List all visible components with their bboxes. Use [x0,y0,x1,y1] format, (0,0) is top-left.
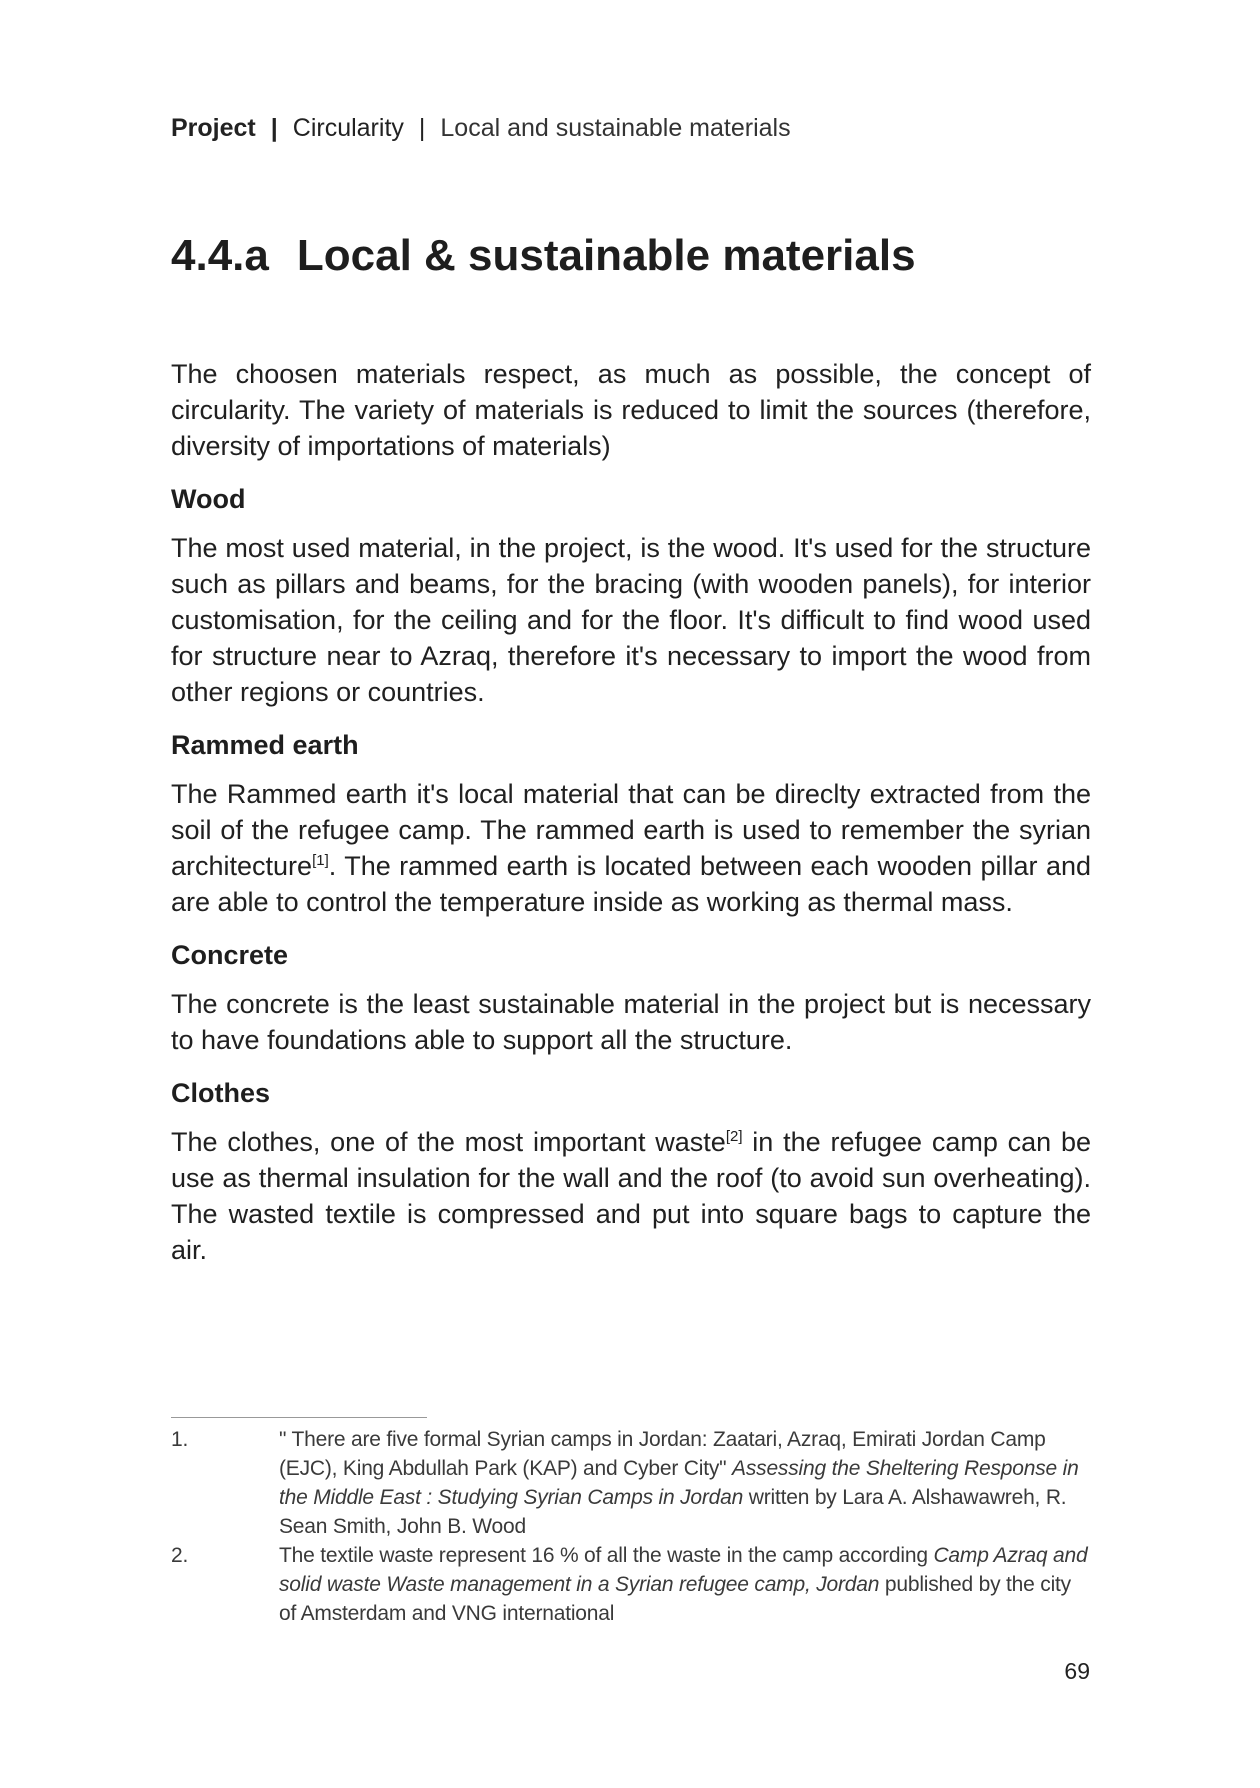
footnote-ref-1[interactable]: [1] [312,852,329,869]
breadcrumb-current: Local and sustainable materials [440,114,791,142]
rammed-earth-text-1: The Rammed earth it's local material that can be direclty extracted from the soil of the refugee camp. The rammed earth is used to remember the syrian architecture [171,779,1091,881]
breadcrumb-circularity: Circularity [292,114,404,142]
paragraph-clothes [171,1124,1091,1268]
rammed-earth-text-2: . The rammed earth is located between each wooden pillar and are able to control the temperature inside as working as thermal mass. [171,851,1091,917]
footnote-text-plain: The textile waste represent 16 % of all the waste in the camp according [279,1544,934,1567]
clothes-text-1: The clothes, one of the most important waste [171,1127,726,1157]
breadcrumb-separator: | [270,114,278,142]
footnote-citation-title: Camp Azraq and solid waste Waste management in a Syrian refugee camp, Jordan [279,1544,1088,1596]
clothes-text-2: in the refugee camp can be use as thermal insulation for the wall and the roof (to avoid sun overheating). The wasted textile is compressed and put into square bags to capture the air. [171,1127,1091,1265]
page-number: 69 [1064,1658,1090,1684]
footnote-text-plain: " There are five formal Syrian camps in Jordan: Zaatari, Azraq, Emirati Jordan Camp (EJC), King Abdullah Park (KAP) and Cyber City" [279,1428,1046,1480]
main-content [171,356,1091,1268]
heading-rammed-earth: Rammed earth [171,730,359,760]
footnote-citation-title: Assessing the Sheltering Response in the Middle East : Studying Syrian Camps in Jordan [279,1457,1079,1509]
section-title: Local & sustainable materials [296,231,916,280]
heading-wood: Wood [171,484,246,514]
footnote-text [279,1425,1091,1541]
section-number: 4.4.a [171,231,269,280]
footnote-ref-2[interactable]: [2] [725,1128,743,1145]
footnote-number: 2. [171,1544,189,1567]
intro-paragraph: The choosen materials respect, as much as possible, the concept of circularity. The variety of materials is reduced to limit the sources (therefore, diversity of importations of materials) [171,359,1091,461]
footnote-1 [171,1425,1091,1541]
footnote-divider [171,1417,427,1418]
heading-concrete: Concrete [171,940,289,970]
breadcrumb [171,112,791,144]
paragraph-concrete: The concrete is the least sustainable material in the project but is necessary to have foundations able to support all the structure. [171,989,1091,1055]
footnote-text [279,1541,1091,1628]
breadcrumb-separator: | [418,114,426,142]
footnote-text-plain: published by the city of Amsterdam and VNG international [279,1573,1071,1625]
breadcrumb-project: Project [171,114,256,142]
footnote-text-plain: written by Lara A. Alshawawreh, R. Sean Smith, John B. Wood [279,1486,1067,1538]
footnote-number: 1. [171,1428,189,1451]
page-title [171,228,916,284]
paragraph-rammed-earth [171,776,1091,920]
paragraph-wood: The most used material, in the project, is the wood. It's used for the structure such as pillars and beams, for the bracing (with wooden panels), for interior customisation, for the ceiling and for the floor. It's difficult to find wood used for structure near to Azraq, therefore it's necessary to import the wood from other regions or countries. [171,533,1091,707]
footnote-2 [171,1541,1091,1628]
heading-clothes: Clothes [171,1078,271,1108]
footnotes [171,1425,1091,1628]
